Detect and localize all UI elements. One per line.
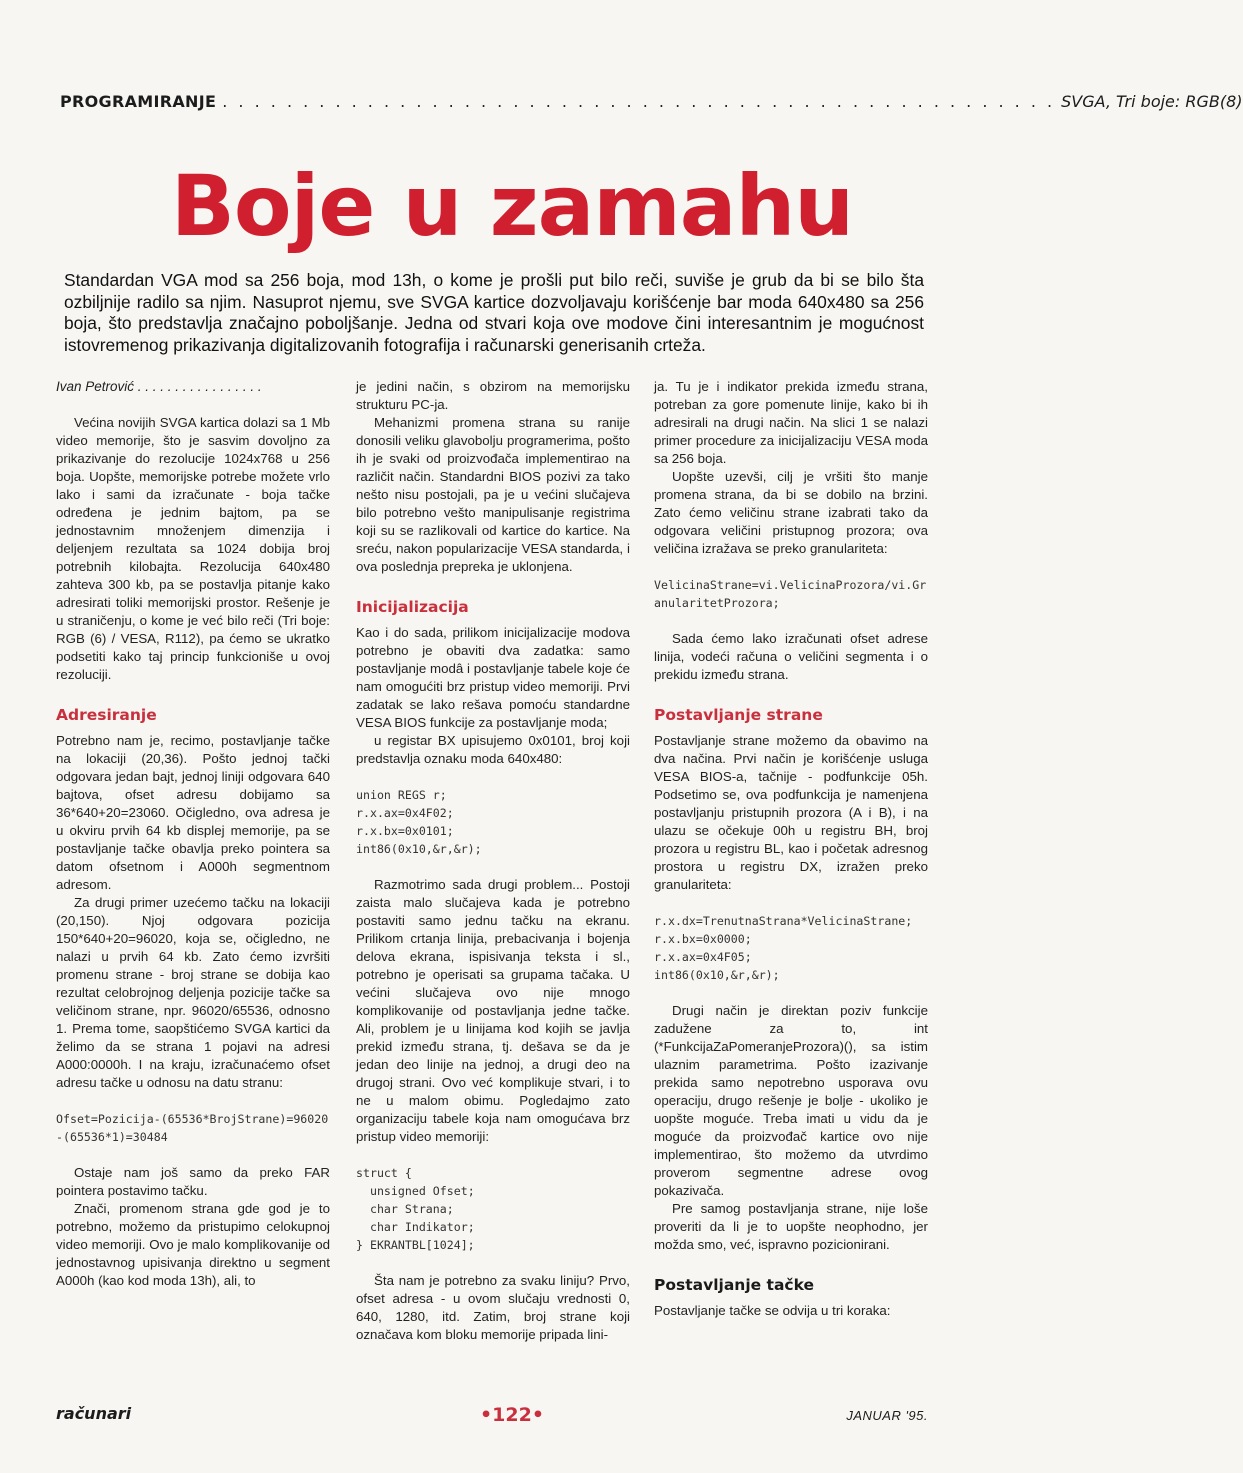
paragraph: Znači, promenom strana gde god je to potrebno, možemo da pristupimo celokupnoj video memoriji. Ovo je malo komplikovanije od jednostavnog upisivanja direktno u segment A000h (kao kod moda 13h), ali, to: [56, 1201, 330, 1288]
paragraph: Pre samog postavljanja strane, nije loše proveriti da li je to uopšte neophodno, jer možda smo, već, ispravno pozicionirani.: [654, 1201, 928, 1252]
code-snippet: struct { unsigned Ofset; char Strana; char Indikator; } EKRANTBL[1024];: [356, 1166, 475, 1252]
paragraph: Potrebno nam je, recimo, postavljanje tačke na lokaciji (20,36). Pošto jednoj tački odgovara jedan bajt, jednoj liniji odgovara 640 bajtova, ofset adresu dobijamo sa 36*640+20=23060. Očigledno, ova adresa je u okviru prvih 64 kb displej memorije, pa se postavljanje tačke obavlja preko pointera sa datom ofsetnom i A000h segmentnom adresom.: [56, 733, 330, 892]
column-2: [356, 378, 630, 1344]
page-header: [60, 86, 1243, 116]
paragraph: Razmotrimo sada drugi problem... Postoji zaista malo slučajeva kada je potrebno postaviti samo jednu tačku na ekranu. Prilikom crtanja linija, prebacivanja i bojenja delova ekrana, ispisivanja teksta i sl., potrebno je operisati sa grupama tačaka. U većini slučajeva ovo nije mnogo komplikovanije od postavljanja jedne tačke. Ali, problem je u linijama kod kojih se javlja prekid između strana, tj. dešava se da je jedan deo linije na jednoj, a drugi deo na drugoj strani. Ovo već komplikuje stvari, i to ne u malom obimu. Pogledajmo zato organizaciju tabele koja nam omogućava brz pristup video memoriji:: [356, 877, 630, 1144]
paragraph: je jedini način, s obzirom na memorijsku strukturu PC-ja.: [356, 379, 630, 412]
author-byline: Ivan Petrović . . . . . . . . . . . . . . . . .: [56, 379, 262, 394]
subheading-inicijalizacija: Inicijalizacija: [356, 598, 469, 616]
paragraph: Kao i do sada, prilikom inicijalizacije modova potrebno je obaviti dva zadatka: samo postavljanje modâ i postavljanje tabele koje će nam omogućiti brz pristup video memoriji. Prvi zadatak se lako rešava pomoću standardne VESA BIOS funkcije za postavljanje moda;: [356, 625, 630, 730]
subheading-adresiranje: Adresiranje: [56, 706, 157, 724]
issue-date: JANUAR '95.: [846, 1408, 928, 1423]
paragraph: ja. Tu je i indikator prekida između strana, potreban za gore pomenute linije, kako bi ih adresirali na drugi način. Na slici 1 se nalazi primer procedure za inicijalizaciju VESA moda sa 256 boja.: [654, 379, 928, 466]
paragraph: u registar BX upisujemo 0x0101, broj koji predstavlja oznaku moda 640x480:: [356, 733, 630, 766]
article-title: Boje u zamahu: [170, 157, 854, 255]
code-snippet: Ofset=Pozicija-(65536*BrojStrane)=96020-(65536*1)=30484: [56, 1112, 329, 1144]
code-snippet: r.x.dx=TrenutnaStrana*VelicinaStrane; r.x.bx=0x0000; r.x.ax=0x4F05; int86(0x10,&r,&r);: [654, 914, 913, 982]
paragraph: Uopšte uzevši, cilj je vršiti što manje promena strana, da bi se dobilo na brzini. Zato ćemo veličinu strane izabrati tako da odgovara veličini pristupnog prozora; ova veličina izražava se preko granulariteta:: [654, 469, 928, 556]
paragraph: Mehanizmi promena strana su ranije donosili veliku glavobolju programerima, pošto ih je svaki od proizvođača implementirao na različit način. Standardni BIOS pozivi za tako nešto nisu postojali, pa je u većini slučajeva bilo potrebno vešto manipulisanje registrima koji su se razlikovali od kartice do kartice. Na sreću, nakon popularizacije VESA standarda, i ova poslednja prepreka je uklonjena.: [356, 415, 630, 574]
paragraph: Postavljanje tačke se odvija u tri koraka:: [654, 1303, 891, 1318]
paragraph: Ostaje nam još samo da preko FAR pointera postavimo tačku.: [56, 1165, 330, 1198]
magazine-name: računari: [56, 1404, 132, 1423]
page-number: •122•: [480, 1404, 544, 1426]
header-topic: SVGA, Tri boje: RGB(8): [1061, 91, 1243, 111]
code-snippet: union REGS r; r.x.ax=0x4F02; r.x.bx=0x0101; int86(0x10,&r,&r);: [356, 788, 482, 856]
article-lead: Standardan VGA mod sa 256 boja, mod 13h, o kome je prošli put bilo reči, suviše je grub da bi se bilo šta ozbiljnije radilo sa njim. Nasuprot njemu, sve SVGA kartice dozvoljavaju korišćenje bar moda 640x480 sa 256 boja, što predstavlja značajno poboljšanje. Jedna od stvari koja ove modove čini interesantnim je mogućnost istovremenog prikazivanja digitalizovanih fotografija i računarski generisanih crteža.: [64, 270, 924, 355]
column-1: [56, 378, 330, 1290]
paragraph: Za drugi primer uzećemo tačku na lokaciji (20,150). Njoj odgovara pozicija 150*640+20=96020, koja se, očigledno, ne nalazi u prvih 64 kb. Zato ćemo izvršiti promenu strane - broj strane se dobija kao rezultat celobrojnog deljenja pozicije tačke sa veličinom strane, npr. 96020/65536, odnosno 1. Prema tome, saopštićemo SVGA kartici da želimo da se strana 1 pojavi na adresi A000:0000h. I na kraju, izračunaćemo ofset adresu tačke u odnosu na datu stranu:: [56, 895, 330, 1090]
author-name: Ivan Petrović: [56, 379, 135, 394]
code-snippet: VelicinaStrane=vi.VelicinaProzora/vi.GranularitetProzora;: [654, 578, 927, 610]
header-section: PROGRAMIRANJE: [60, 91, 217, 111]
paragraph: Postavljanje strane možemo da obavimo na dva načina. Prvi način je korišćenje usluga VESA BIOS-a, tačnije - podfunkcije 05h. Podsetimo se, ova podfunkcija je namenjena postavljanju pristupnih prozora (A i B), i na ulazu se očekuje 00h u registru BH, broj prozora u registru BL, kao i početak adresnog prostora u registru DX, izražen preko granulariteta:: [654, 733, 928, 892]
subheading-postavljanje-tacke: Postavljanje tačke: [654, 1276, 815, 1294]
paragraph: Šta nam je potrebno za svaku liniju? Prvo, ofset adresa - u ovom slučaju vrednosti 0, 640, 1280, itd. Zatim, broj strane koji označava kom bloku memorije pripada lini-: [356, 1273, 630, 1342]
subheading-postavljanje-strane: Postavljanje strane: [654, 706, 823, 724]
paragraph: Drugi način je direktan poziv funkcije zadužene za to, int (*FunkcijaZaPomeranjeProzora)(), sa istim ulaznim parametrima. Pošto izazivanje prekida samo nepotrebno usporava ovu operaciju, drugo rešenje je bolje - ukoliko je uopšte moguće. Treba imati u vidu da je moguće da proizvođač kartice ovo nije implementirao, što možemo da utvrdimo proverom segmentne adrese ovog pokazivača.: [654, 1003, 928, 1198]
paragraph: Većina novijih SVGA kartica dolazi sa 1 Mb video memorije, što je sasvim dovoljno za prikazivanje do rezolucije 1024x768 u 256 boja. Uopšte, memorijske potrebe možete vrlo lako i sami da izračunate - boja tačke određena je jednim bajtom, pa se jednostavnim množenjem dimenzija i deljenjem rezultata sa 1024 dobija broj potrebnih kilobajta. Rezolucija 640x480 zahteva 300 kb, pa se postavlja pitanje kako adresirati toliki memorijski prostor. Rešenje je u straničenju, o kome je već bilo reči (Tri boje: RGB (6) / VESA, R112), pa ćemo se ukratko podsetiti kako taj princip funkcioniše u ovoj rezoluciji.: [56, 415, 330, 682]
column-3: [654, 378, 928, 1320]
paragraph: Sada ćemo lako izračunati ofset adrese linija, vodeći računa o veličini segmenta i o prekidu između strana.: [654, 631, 928, 682]
header-leader-dots: . . . . . . . . . . . . . . . . . . . . . . . . . . . . . . . . . . . . . . . . . . . . . . . . . . . .: [222, 91, 1056, 111]
